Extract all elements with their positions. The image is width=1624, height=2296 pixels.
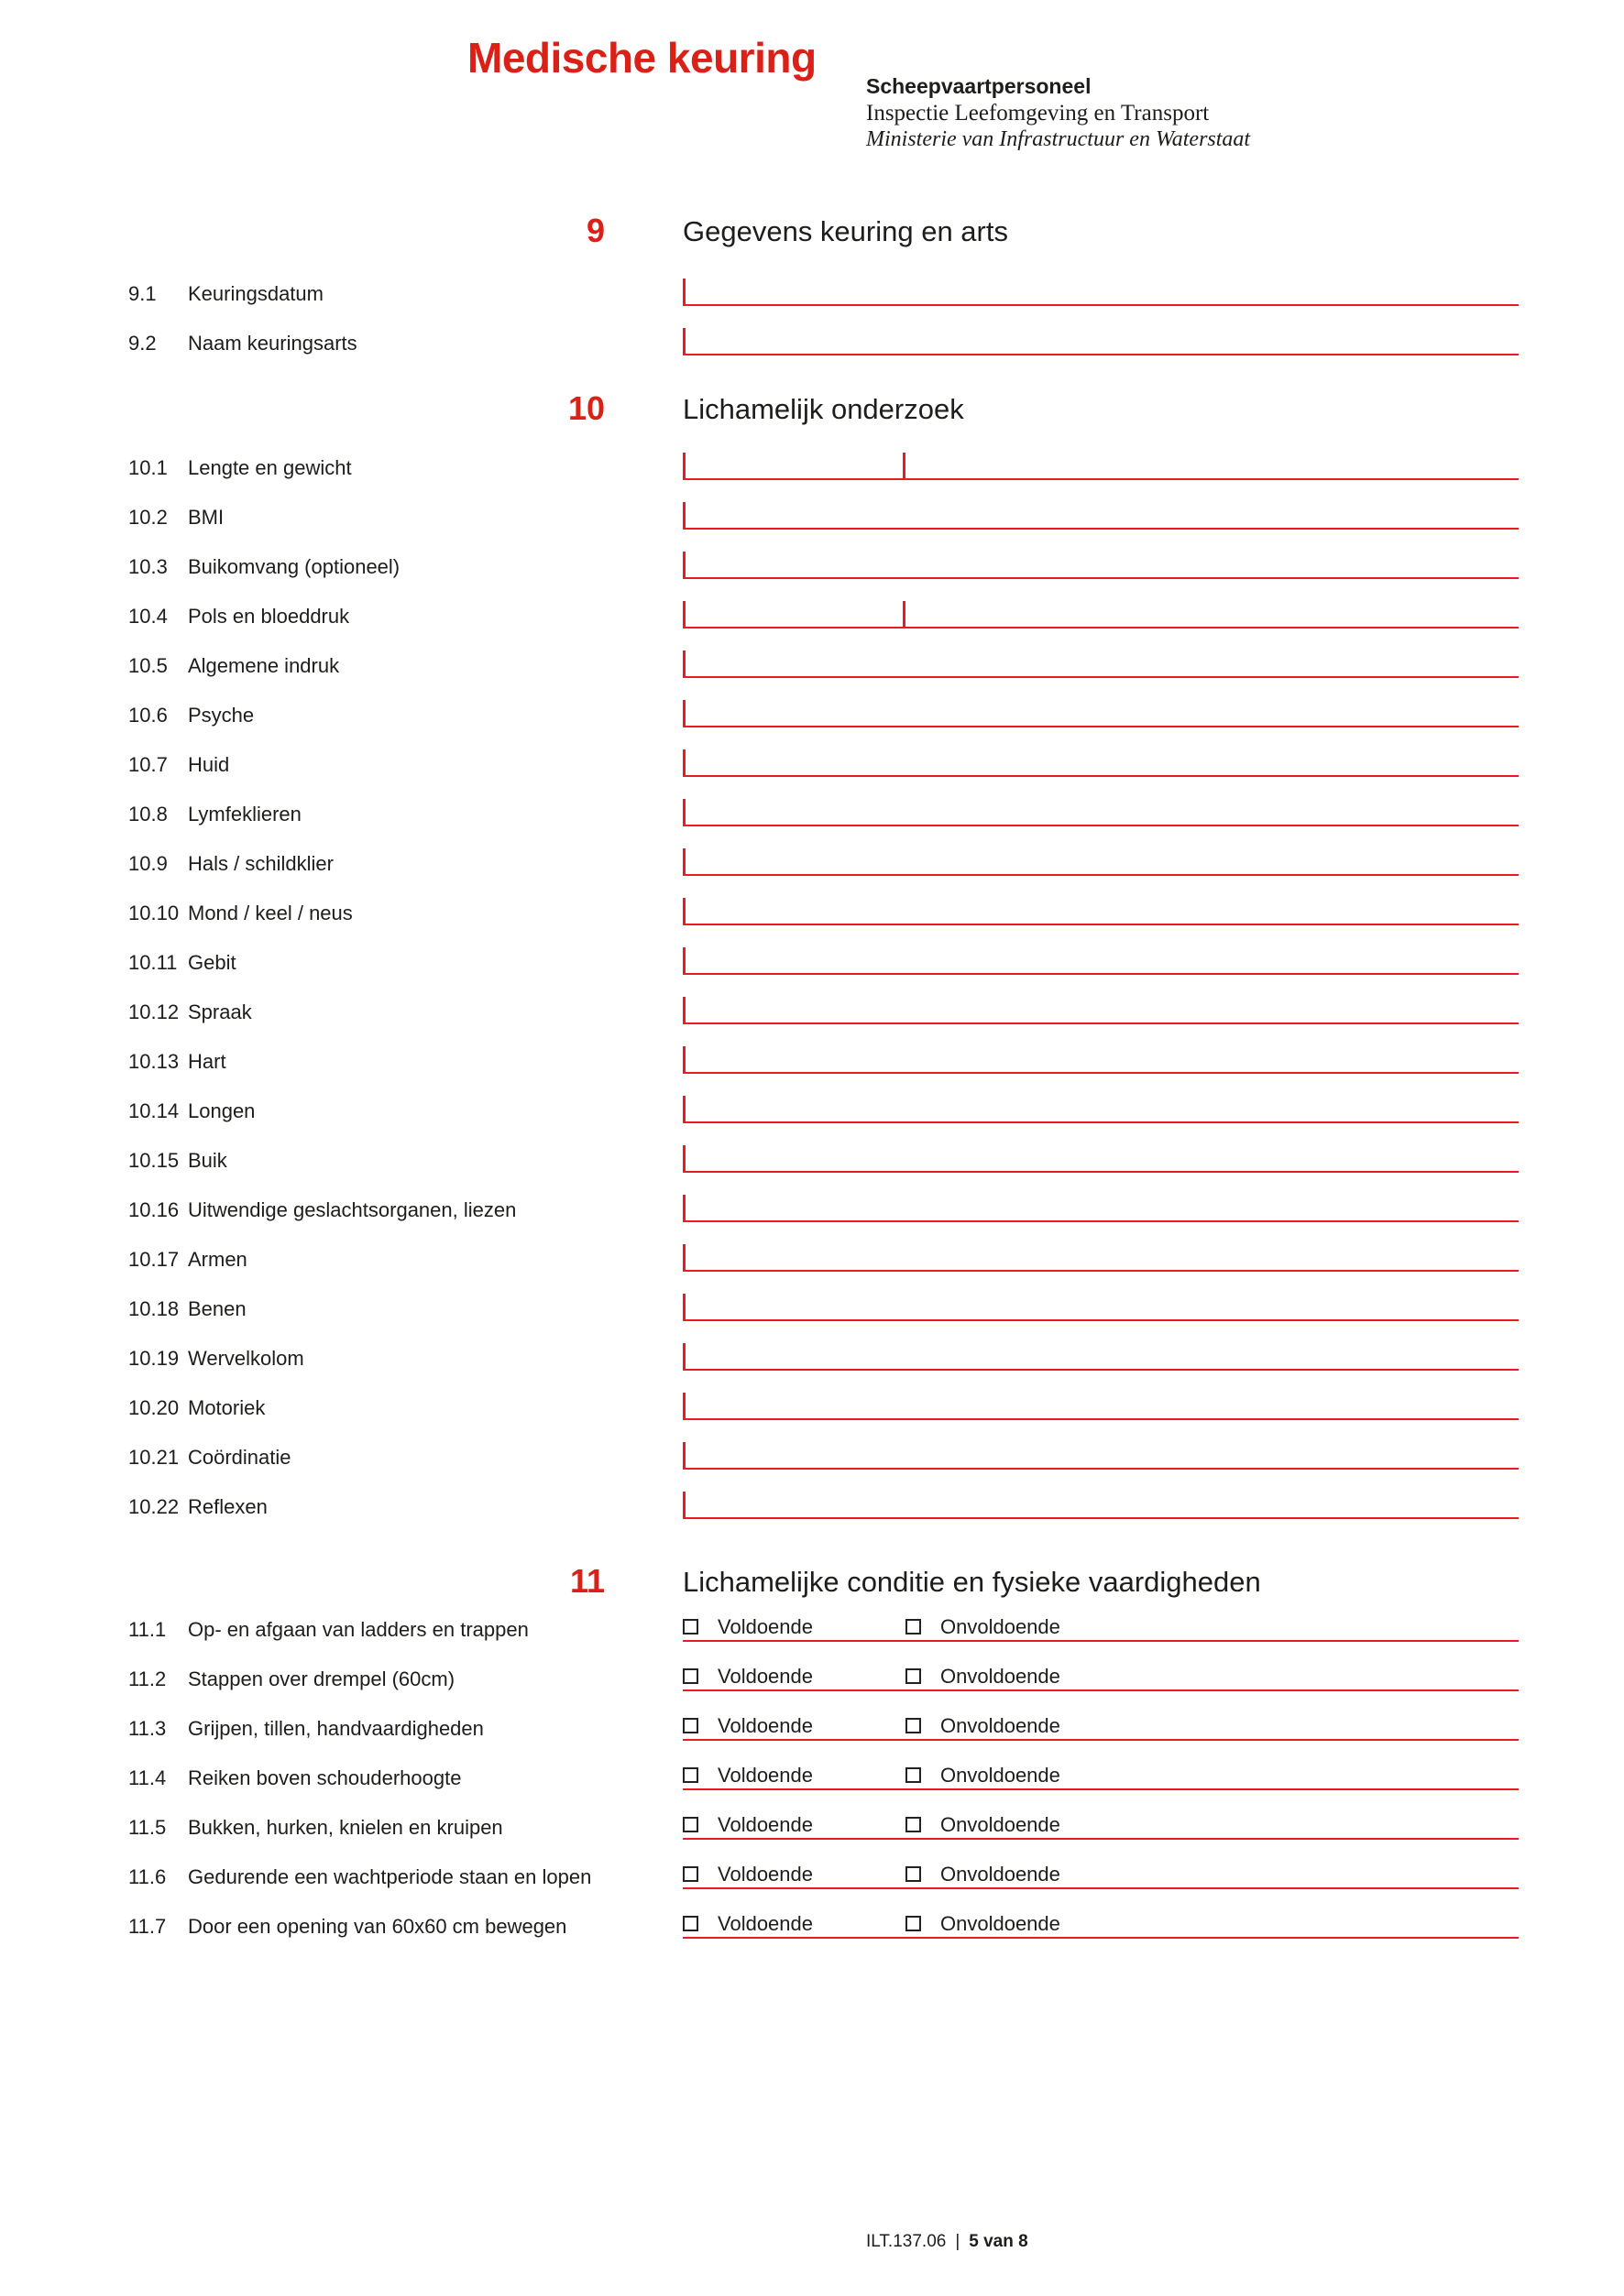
input-line[interactable]: [683, 1244, 1519, 1272]
section-title: Lichamelijke conditie en fysieke vaardigheden: [683, 1566, 1261, 1598]
input-line[interactable]: [683, 1442, 1519, 1470]
onvoldoende-label: Onvoldoende: [940, 1912, 1060, 1935]
onvoldoende-label: Onvoldoende: [940, 1665, 1060, 1688]
item-number: 10.11: [128, 951, 178, 974]
field-start-tick: [683, 997, 686, 1022]
item-number: 11.7: [128, 1915, 167, 1938]
voldoende-label: Voldoende: [718, 1714, 813, 1737]
item-number: 11.1: [128, 1618, 167, 1641]
field-start-tick: [683, 279, 686, 304]
item-label: Pols en bloeddruk: [188, 605, 350, 628]
item-label: Lymfeklieren: [188, 803, 302, 825]
input-line[interactable]: [683, 1294, 1519, 1321]
item-number: 10.18: [128, 1297, 180, 1320]
item-number: 10.20: [128, 1396, 180, 1419]
item-label: Door een opening van 60x60 cm bewegen: [188, 1915, 567, 1938]
item-number: 10.22: [128, 1495, 180, 1518]
field-start-tick: [683, 749, 686, 775]
field-start-tick: [683, 651, 686, 676]
voldoende-label: Voldoende: [718, 1665, 813, 1688]
field-start-tick: [683, 1096, 686, 1121]
section-title: Lichamelijk onderzoek: [683, 393, 964, 425]
field-start-tick: [683, 1145, 686, 1171]
input-line[interactable]: [683, 700, 1519, 727]
choice-field: [683, 1614, 1519, 1642]
item-label: Hart: [188, 1050, 226, 1073]
item-label: Gedurende een wachtperiode staan en lopen: [188, 1865, 592, 1888]
voldoende-label: Voldoende: [718, 1912, 813, 1935]
item-number: 10.4: [128, 605, 168, 628]
voldoende-checkbox[interactable]: [683, 1619, 698, 1635]
item-number: 10.1: [128, 456, 168, 479]
field-start-tick: [683, 898, 686, 924]
item-label: Hals / schildklier: [188, 852, 334, 875]
item-number: 11.6: [128, 1865, 167, 1888]
item-label: Spraak: [188, 1000, 252, 1023]
input-line[interactable]: [683, 848, 1519, 876]
onvoldoende-label: Onvoldoende: [940, 1714, 1060, 1737]
input-line[interactable]: [683, 898, 1519, 925]
item-label: Huid: [188, 753, 230, 776]
field-start-tick: [683, 453, 686, 478]
input-line[interactable]: [683, 453, 1519, 480]
onvoldoende-checkbox[interactable]: [905, 1718, 921, 1733]
item-number: 11.3: [128, 1717, 167, 1740]
item-label: Gebit: [188, 951, 236, 974]
item-label: Wervelkolom: [188, 1347, 304, 1370]
item-number: 10.16: [128, 1198, 180, 1221]
voldoende-label: Voldoende: [718, 1863, 813, 1886]
footer-separator: |: [955, 2232, 960, 2251]
item-label: BMI: [188, 506, 225, 529]
field-divider-tick: [903, 601, 905, 627]
field-start-tick: [683, 1294, 686, 1319]
onvoldoende-label: Onvoldoende: [940, 1615, 1060, 1638]
onvoldoende-checkbox[interactable]: [905, 1668, 921, 1684]
field-start-tick: [683, 1442, 686, 1468]
item-number: 10.19: [128, 1347, 180, 1370]
onvoldoende-checkbox[interactable]: [905, 1916, 921, 1931]
choice-field: [683, 1812, 1519, 1840]
item-label: Keuringsdatum: [188, 282, 324, 305]
voldoende-checkbox[interactable]: [683, 1767, 698, 1783]
org-ministry: Ministerie van Infrastructuur en Waterstaat: [866, 127, 1251, 151]
item-label: Armen: [188, 1248, 247, 1271]
item-number: 10.14: [128, 1099, 180, 1122]
item-label: Reflexen: [188, 1495, 268, 1518]
item-label: Benen: [188, 1297, 247, 1320]
onvoldoende-label: Onvoldoende: [940, 1863, 1060, 1886]
item-number: 11.5: [128, 1816, 167, 1839]
choice-field: [683, 1763, 1519, 1790]
item-number: 10.8: [128, 803, 168, 825]
field-start-tick: [683, 799, 686, 825]
item-number: 10.12: [128, 1000, 180, 1023]
input-line[interactable]: [683, 502, 1519, 530]
field-start-tick: [683, 1393, 686, 1418]
field-divider-tick: [903, 453, 905, 478]
org-block: [866, 73, 1250, 152]
field-start-tick: [683, 601, 686, 627]
item-label: Uitwendige geslachtsorganen, liezen: [188, 1198, 517, 1221]
item-label: Lengte en gewicht: [188, 456, 352, 479]
field-start-tick: [683, 328, 686, 354]
onvoldoende-checkbox[interactable]: [905, 1817, 921, 1832]
onvoldoende-checkbox[interactable]: [905, 1866, 921, 1882]
page-title: Medische keuring: [467, 34, 817, 82]
item-number: 10.13: [128, 1050, 180, 1073]
input-line[interactable]: [683, 279, 1519, 306]
voldoende-checkbox[interactable]: [683, 1817, 698, 1832]
field-start-tick: [683, 1244, 686, 1270]
item-number: 10.15: [128, 1149, 180, 1172]
choice-field: [683, 1713, 1519, 1741]
onvoldoende-label: Onvoldoende: [940, 1764, 1060, 1787]
input-line[interactable]: [683, 1343, 1519, 1371]
section-number: 9: [586, 212, 605, 249]
input-line[interactable]: [683, 1492, 1519, 1519]
field-start-tick: [683, 700, 686, 726]
choice-field: [683, 1862, 1519, 1889]
input-line[interactable]: [683, 552, 1519, 579]
input-line[interactable]: [683, 1393, 1519, 1420]
item-label: Coördinatie: [188, 1446, 291, 1469]
item-label: Op- en afgaan van ladders en trappen: [188, 1618, 529, 1641]
item-label: Grijpen, tillen, handvaardigheden: [188, 1717, 484, 1740]
field-start-tick: [683, 552, 686, 577]
item-number: 9.1: [128, 282, 157, 305]
choice-field: [683, 1911, 1519, 1939]
item-number: 10.7: [128, 753, 168, 776]
item-label: Buikomvang (optioneel): [188, 555, 401, 578]
item-number: 10.9: [128, 852, 168, 875]
item-label: Buik: [188, 1149, 227, 1172]
item-label: Naam keuringsarts: [188, 332, 357, 355]
input-line[interactable]: [683, 749, 1519, 777]
input-line[interactable]: [683, 997, 1519, 1024]
field-start-tick: [683, 1343, 686, 1369]
input-line[interactable]: [683, 328, 1519, 355]
item-label: Reiken boven schouderhoogte: [188, 1766, 462, 1789]
voldoende-label: Voldoende: [718, 1615, 813, 1638]
footer-page-number: 5 van 8: [969, 2232, 1028, 2251]
input-line[interactable]: [683, 601, 1519, 629]
section-title: Gegevens keuring en arts: [683, 215, 1008, 247]
footer: [866, 2232, 1028, 2252]
item-number: 10.21: [128, 1446, 180, 1469]
voldoende-checkbox[interactable]: [683, 1668, 698, 1684]
item-label: Mond / keel / neus: [188, 902, 353, 924]
item-number: 10.5: [128, 654, 168, 677]
section-number: 11: [569, 1562, 605, 1600]
item-number: 9.2: [128, 332, 157, 355]
item-number: 10.17: [128, 1248, 180, 1271]
field-start-tick: [683, 1046, 686, 1072]
field-start-tick: [683, 1492, 686, 1517]
voldoende-checkbox[interactable]: [683, 1916, 698, 1931]
field-start-tick: [683, 502, 686, 528]
footer-code: ILT.137.06: [866, 2232, 947, 2251]
item-label: Longen: [188, 1099, 256, 1122]
voldoende-checkbox[interactable]: [683, 1866, 698, 1882]
onvoldoende-checkbox[interactable]: [905, 1619, 921, 1635]
item-label: Algemene indruk: [188, 654, 340, 677]
item-number: 10.2: [128, 506, 168, 529]
item-number: 11.2: [128, 1667, 167, 1690]
onvoldoende-label: Onvoldoende: [940, 1813, 1060, 1836]
item-label: Motoriek: [188, 1396, 266, 1419]
item-label: Psyche: [188, 704, 255, 727]
voldoende-checkbox[interactable]: [683, 1718, 698, 1733]
field-start-tick: [683, 1195, 686, 1220]
input-line[interactable]: [683, 651, 1519, 678]
onvoldoende-checkbox[interactable]: [905, 1767, 921, 1783]
input-line[interactable]: [683, 1145, 1519, 1173]
item-number: 10.10: [128, 902, 180, 924]
org-department: Inspectie Leefomgeving en Transport: [866, 101, 1210, 126]
choice-field: [683, 1664, 1519, 1691]
section-number: 10: [567, 389, 605, 427]
input-line[interactable]: [683, 1046, 1519, 1074]
voldoende-label: Voldoende: [718, 1764, 813, 1787]
item-label: Bukken, hurken, knielen en kruipen: [188, 1816, 503, 1839]
item-label: Stappen over drempel (60cm): [188, 1667, 455, 1690]
org-name: Scheepvaartpersoneel: [866, 74, 1092, 98]
item-number: 10.3: [128, 555, 168, 578]
item-number: 10.6: [128, 704, 168, 727]
input-line[interactable]: [683, 1195, 1519, 1222]
field-start-tick: [683, 947, 686, 973]
field-start-tick: [683, 848, 686, 874]
input-line[interactable]: [683, 1096, 1519, 1123]
input-line[interactable]: [683, 947, 1519, 975]
input-line[interactable]: [683, 799, 1519, 826]
item-number: 11.4: [128, 1766, 167, 1789]
voldoende-label: Voldoende: [718, 1813, 813, 1836]
